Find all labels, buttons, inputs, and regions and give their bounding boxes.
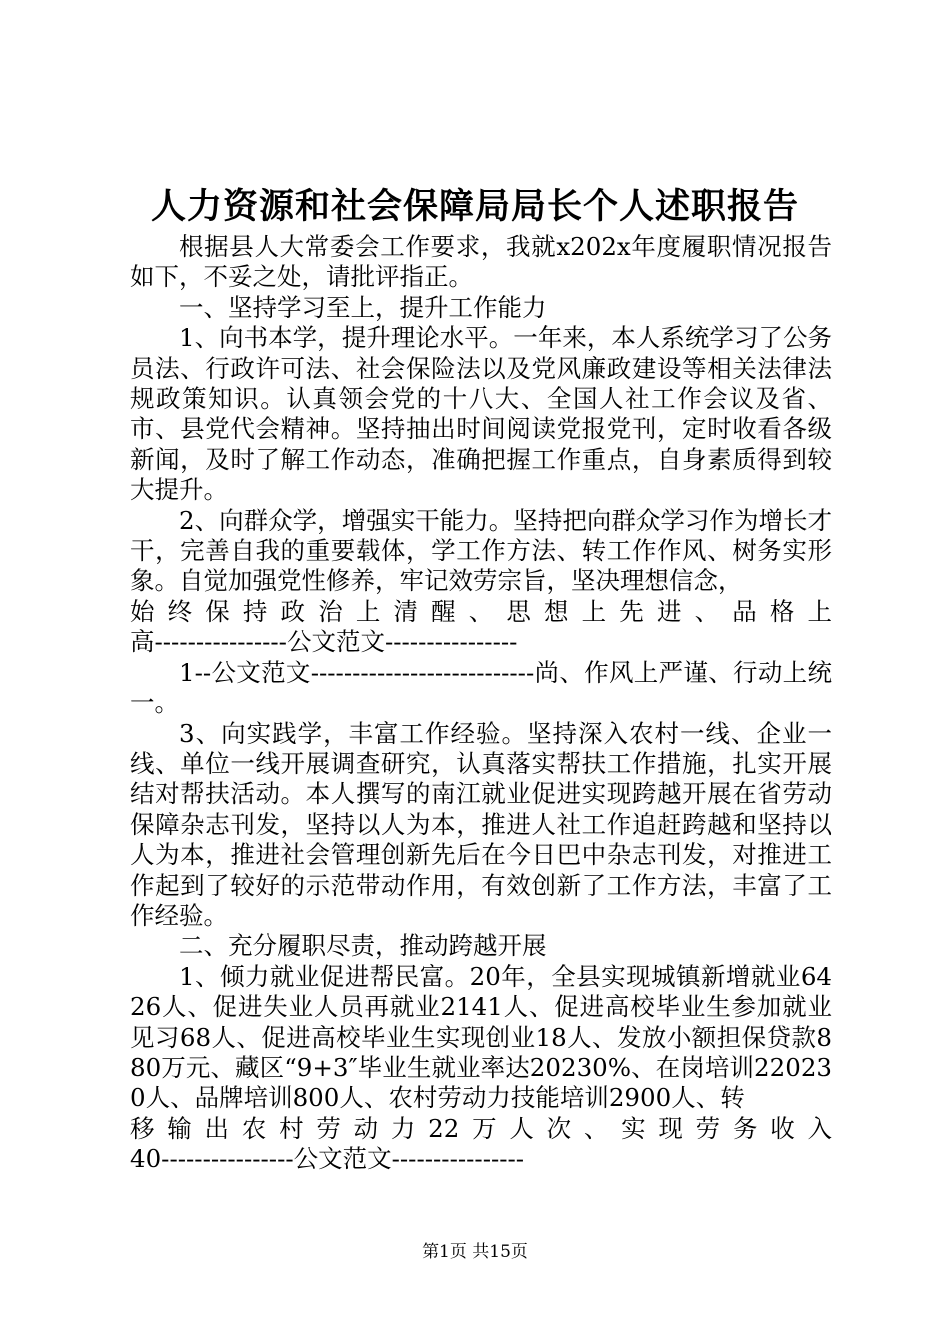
paragraph-1-2-tail: 1--公文范文---------------------------尚、作风上严谨、行动上统一。 [130, 657, 832, 718]
document-body [130, 232, 832, 1175]
paragraph-1-2-cont: 始终保持政治上清醒、思想上先进、品格上 [130, 596, 832, 626]
page-break-marker-2: 40----------------公文范文---------------- [130, 1144, 525, 1174]
paragraph-1-3: 3、向实践学，丰富工作经验。坚持深入农村一线、企业一线、单位一线开展调查研究，认真落实帮扶工作措施，扎实开展结对帮扶活动。本人撰写的南江就业促进实现跨越开展在省劳动保障杂志刊发，坚持以人为本，推进人社工作追赶跨越和坚持以人为本，推进社会管理创新先后在今日巴中杂志刊发，对推进工作起到了较好的示范带动作用，有效创新了工作方法，丰富了工作经验。 [130, 718, 832, 930]
section-heading-1: 一、坚持学习至上，提升工作能力 [179, 292, 547, 322]
section-heading-2: 二、充分履职尽责，推动跨越开展 [179, 931, 547, 961]
page-break-marker: 高----------------公文范文---------------- [130, 627, 518, 657]
page-footer: 第1页 共15页 [422, 1242, 528, 1262]
paragraph-1-1: 1、向书本学，提升理论水平。一年来，本人系统学习了公务员法、行政许可法、社会保险法以及党风廉政建设等相关法律法规政策知识。认真领会党的十八大、全国人社工作会议及省、市、县党代会精神。坚持抽出时间阅读党报党刊，定时收看各级新闻，及时了解工作动态，准确把握工作重点，自身素质得到较大提升。 [130, 323, 832, 505]
paragraph-intro: 根据县人大常委会工作要求，我就x202x年度履职情况报告如下，不妥之处，请批评指正。 [130, 232, 832, 292]
page-title: 人力资源和社会保障局局长个人述职报告 [150, 186, 799, 227]
paragraph-2-1-cont: 移输出农村劳动力22万人次、实现劳务收入 [130, 1113, 832, 1143]
paragraph-1-2: 2、向群众学，增强实干能力。坚持把向群众学习作为增长才干，完善自我的重要载体，学工作方法、转工作作风、树务实形象。自觉加强党性修养，牢记效劳宗旨，坚决理想信念， [130, 505, 832, 596]
paragraph-2-1: 1、倾力就业促进帮民富。20年，全县实现城镇新增就业6426人、促进失业人员再就业2141人、促进高校毕业生参加就业见习68人、促进高校毕业生实现创业18人、发放小额担保贷款880万元、藏区“9+3″毕业生就业率达20230%、在岗培训220230人、品牌培训800人、农村劳动力技能培训2900人、转 [130, 961, 832, 1113]
